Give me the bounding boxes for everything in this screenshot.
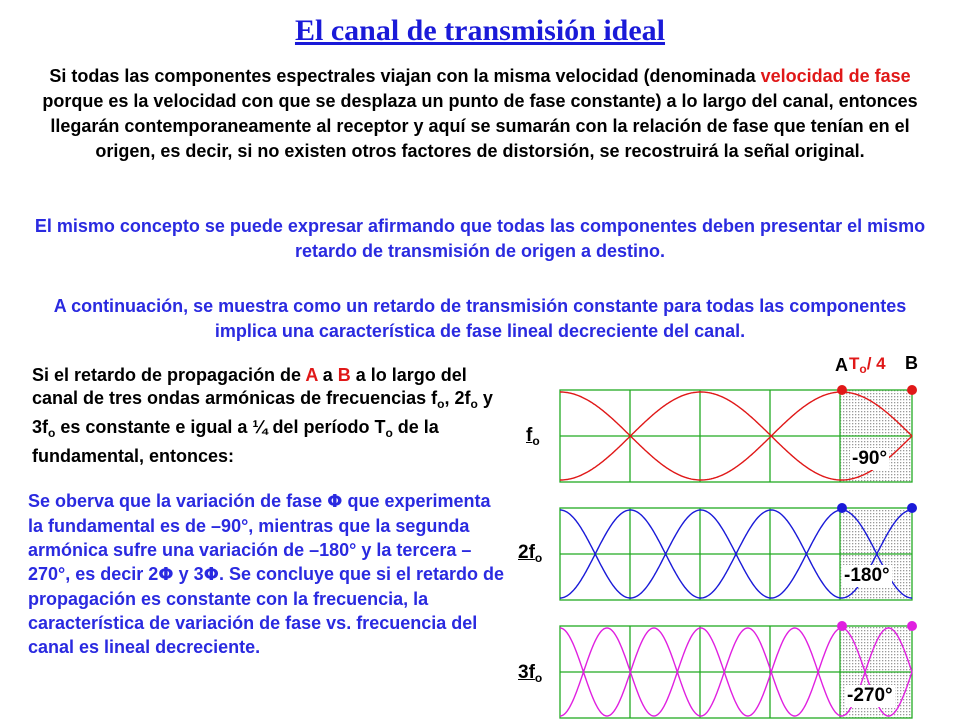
marker-dot-a <box>837 621 847 631</box>
phi-symbol: Φ <box>203 564 219 585</box>
conclusion-text-4: . Se concluye que si el retardo de propagación es constante con la frecuencia, la característica de variación de fase vs. frecuencia del canal es lineal decreciente. <box>28 564 505 657</box>
freq-label-2f0: $2f_o$ <box>518 542 543 565</box>
page-title: El canal de transmisión ideal <box>294 14 666 47</box>
point-b-text: B <box>337 365 351 385</box>
subscript: o <box>470 397 478 411</box>
delay-text-5: y 3f <box>32 388 493 437</box>
conclusion-text-1: Se oberva que la variación de fase <box>28 491 328 511</box>
point-a-label: A <box>835 355 848 375</box>
delay-text-7: de la fundamental, entonces: <box>32 417 439 466</box>
subscript: o <box>437 397 445 411</box>
phase-shift-2f0: -180° <box>844 565 890 586</box>
continuation-paragraph: A continuación, se muestra como un retardo de transmisión constante para todas las componentes implica una característica de fase lineal decreciente del canal. <box>53 296 907 341</box>
point-b-label: B <box>905 353 918 373</box>
subscript: o <box>48 426 56 440</box>
phase-velocity-highlight: velocidad de fase <box>760 66 911 86</box>
subscript: o <box>385 426 393 440</box>
phi-symbol: Φ <box>158 564 174 585</box>
marker-dot-a <box>837 385 847 395</box>
delay-text-1: Si el retardo de propagación de <box>32 365 306 385</box>
freq-label-f0: $f_o$ <box>526 425 540 448</box>
delay-text-4: , 2f <box>444 388 471 408</box>
delay-text-3: a lo largo del canal de tres ondas armónicas de frecuencias f <box>32 365 467 408</box>
phi-symbol: Φ <box>327 491 343 512</box>
quarter-period-label: $T_o/$ 4 <box>849 354 886 376</box>
marker-dot-b <box>907 621 917 631</box>
marker-dot-b <box>907 385 917 395</box>
delay-text-2: a <box>317 365 338 385</box>
freq-label-3f0: $3f_o$ <box>518 662 543 685</box>
intro-text-2: porque es la velocidad con que se desplaza un punto de fase constante) a lo largo del canal, entonces llegarán contemporaneamente al receptor y aquí se sumarán con la relación de fase que tenían en el origen, es decir, si no existen otros factores de distorsión, se recostruirá la señal original. <box>42 91 918 161</box>
marker-dot-a <box>837 503 847 513</box>
intro-text-1: Si todas las componentes espectrales viajan con la misma velocidad (denominada <box>49 66 761 86</box>
delay-text-6: es constante e igual a ¼ del período T <box>55 417 386 437</box>
conclusion-text-3: y 3 <box>173 564 204 584</box>
concept-paragraph: El mismo concepto se puede expresar afirmando que todas las componentes deben presentar el mismo retardo de transmisión de origen a destino. <box>34 216 926 261</box>
point-a-text: A <box>305 365 318 385</box>
phase-shift-f0: -90° <box>852 448 888 469</box>
marker-dot-b <box>907 503 917 513</box>
conclusion-text-2: que experimenta la fundamental es de –90°, mientras que la segunda armónica sufre una variación de –180° y la tercera –270°, es decir 2 <box>28 491 491 584</box>
phase-shift-3f0: -270° <box>847 685 893 706</box>
